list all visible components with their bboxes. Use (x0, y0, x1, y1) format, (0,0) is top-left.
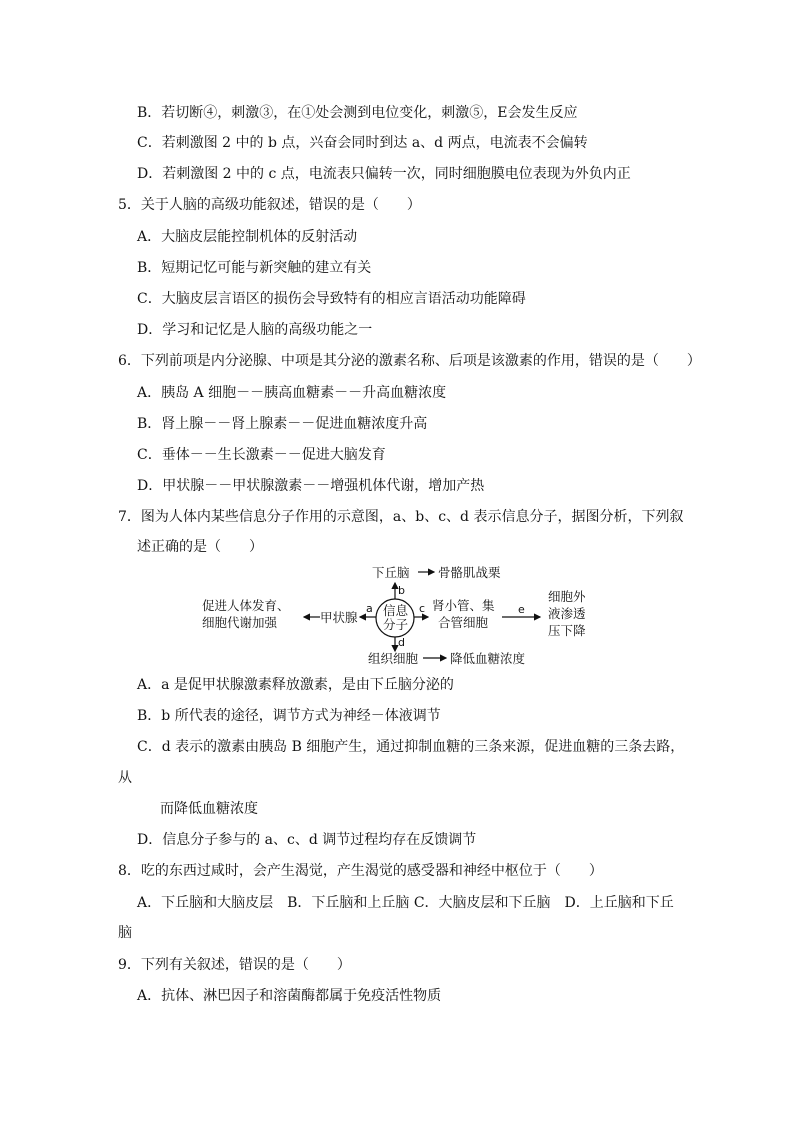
q9-option-a: A．抗体、淋巴因子和溶菌酶都属于免疫活性物质 (137, 988, 442, 1004)
diagram-svg (200, 565, 594, 665)
q5-option-b: B．短期记忆可能与新突触的建立有关 (137, 260, 372, 276)
node-signal-line2: 分子 (383, 617, 409, 632)
q7-stem-line1: 7．图为人体内某些信息分子作用的示意图，a、b、c、d 表示信息分子，据图分析，下列叙 (118, 509, 684, 525)
q7-option-c-line3: 而降低血糖浓度 (160, 801, 258, 817)
q5-option-c: C．大脑皮层言语区的损伤会导致特有的相应言语活动功能障碍 (137, 291, 526, 307)
q7-option-c-line2: 从 (118, 770, 132, 786)
label-a: a (366, 602, 373, 615)
right-target-line1: 细胞外 (548, 589, 586, 604)
q8-options: A．下丘脑和大脑皮层 B．下丘脑和上丘脑 C．大脑皮层和下丘脑 D．上丘脑和下丘 (137, 895, 674, 911)
q8-stem: 8．吃的东西过咸时，会产生渴觉，产生渴觉的感受器和神经中枢位于（ ） (118, 863, 603, 879)
q6-option-c: C．垂体－－生长激素－－促进大脑发育 (137, 447, 386, 463)
label-e: e (518, 603, 525, 616)
q9-stem: 9．下列有关叙述，错误的是（ ） (118, 957, 351, 973)
q4-option-d: D．若刺激图 2 中的 c 点，电流表只偏转一次，同时细胞膜电位表现为外负内正 (137, 166, 631, 182)
q7-option-c-line1: C．d 表示的激素由胰岛 B 细胞产生，通过抑制血糖的三条来源，促进血糖的三条去路， (137, 739, 685, 755)
node-thyroid: 甲状腺 (320, 610, 358, 625)
label-b: b (398, 584, 405, 597)
q5-stem: 5．关于人脑的高级功能叙述，错误的是（ ） (118, 197, 421, 213)
q7-option-d: D．信息分子参与的 a、c、d 调节过程均存在反馈调节 (137, 832, 477, 848)
node-kidney-line1: 肾小管、集 (432, 598, 495, 613)
node-muscle-shiver: 骨骼肌战栗 (438, 565, 501, 580)
q4-option-b: B．若切断④，刺激③，在①处会测到电位变化，刺激⑤，E会发生反应 (137, 105, 578, 121)
node-lower-glucose: 降低血糖浓度 (450, 651, 526, 665)
left-effect-line2: 细胞代谢加强 (202, 615, 278, 630)
q8-options-cont: 脑 (118, 925, 132, 941)
q6-option-a: A．胰岛 A 细胞－－胰高血糖素－－升高血糖浓度 (137, 385, 447, 401)
node-tissue-cells: 组织细胞 (368, 651, 419, 665)
q7-option-a: A．a 是促甲状腺激素释放激素，是由下丘脑分泌的 (137, 677, 454, 693)
label-c: c (419, 602, 426, 615)
right-target-line2: 液渗透 (548, 606, 586, 621)
q6-option-b: B．肾上腺－－肾上腺素－－促进血糖浓度升高 (137, 416, 428, 432)
signal-molecule-diagram (200, 565, 594, 665)
q4-option-c: C．若刺激图 2 中的 b 点，兴奋会同时到达 a、d 两点，电流表不会偏转 (137, 135, 588, 151)
node-signal-line1: 信息 (383, 603, 409, 618)
q5-option-d: D．学习和记忆是人脑的高级功能之一 (137, 322, 373, 338)
q7-stem-line2: 述正确的是（ ） (137, 539, 263, 555)
label-d: d (398, 636, 405, 649)
node-kidney-line2: 合管细胞 (438, 615, 489, 630)
q6-option-d: D．甲状腺－－甲状腺激素－－增强机体代谢，增加产热 (137, 478, 485, 494)
q6-stem: 6．下列前项是内分泌腺、中项是其分泌的激素名称、后项是该激素的作用，错误的是（ ） (118, 353, 701, 369)
q7-option-b: B．b 所代表的途径，调节方式为神经－体液调节 (137, 708, 441, 724)
left-effect-line1: 促进人体发育、 (202, 598, 290, 613)
right-target-line3: 压下降 (548, 623, 586, 638)
node-hypothalamus: 下丘脑 (372, 565, 410, 580)
q5-option-a: A．大脑皮层能控制机体的反射活动 (137, 229, 358, 245)
